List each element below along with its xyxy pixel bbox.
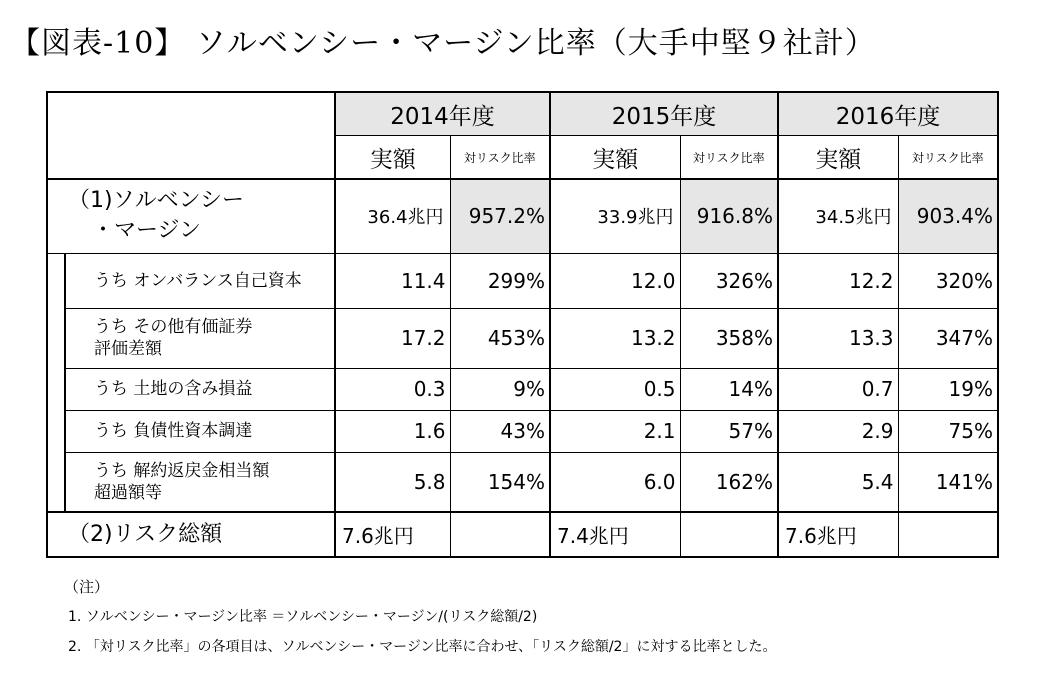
row-label-line1: うち オンバランス自己資本 <box>94 270 302 291</box>
solvency-ratio-2016: 903.4% <box>898 179 998 253</box>
row-label-line1: うち その他有価証券 <box>94 317 253 337</box>
risk-blank-2016 <box>898 512 998 557</box>
solvency-amount-2014: 36.4兆円 <box>335 179 450 253</box>
page-title: 【図表-10】 ソルベンシー・マージン比率（大手中堅９社計） <box>10 26 876 61</box>
row-ratio-2014: 9% <box>450 368 550 410</box>
row-label-solvency-line1: （1)ソルベンシー <box>68 188 245 214</box>
row-amount-2014: 17.2 <box>335 308 450 368</box>
risk-blank-2014 <box>450 512 550 557</box>
row-amount-2015: 2.1 <box>550 410 680 452</box>
row-amount-2016: 12.2 <box>778 253 898 308</box>
row-amount-2016: 5.4 <box>778 452 898 512</box>
row-ratio-2014: 453% <box>450 308 550 368</box>
table-row-risk <box>47 512 998 557</box>
row-ratio-2016: 19% <box>898 368 998 410</box>
row-ratio-2016: 347% <box>898 308 998 368</box>
table-row <box>47 410 998 452</box>
row-amount-2014: 5.8 <box>335 452 450 512</box>
header-amount-2016: 実額 <box>778 136 898 180</box>
header-ratio-2015: 対リスク比率 <box>680 136 778 180</box>
table-row <box>47 452 998 512</box>
row-ratio-2014: 43% <box>450 410 550 452</box>
header-year-2014: 2014年度 <box>335 92 550 136</box>
risk-blank-2015 <box>680 512 778 557</box>
note-item-1: 1. ソルベンシー・マージン比率 ＝ソルベンシー・マージン/(リスク総額/2) <box>68 609 538 625</box>
header-blank-cell <box>47 92 335 179</box>
row-label <box>65 308 335 368</box>
row-label-solvency-line2: ・マージン <box>92 218 202 244</box>
row-amount-2014: 11.4 <box>335 253 450 308</box>
row-label-line1: うち 解約返戻金相当額 <box>94 460 270 481</box>
indent-gap <box>47 253 65 512</box>
solvency-ratio-2014: 957.2% <box>450 179 550 253</box>
header-year-2015: 2015年度 <box>550 92 778 136</box>
row-ratio-2015: 358% <box>680 308 778 368</box>
row-label-line2: 超過額等 <box>94 482 162 503</box>
row-label-solvency <box>47 179 335 253</box>
solvency-amount-2015: 33.9兆円 <box>550 179 680 253</box>
table-row <box>47 368 998 410</box>
table-row-solvency <box>47 179 998 253</box>
row-amount-2015: 0.5 <box>550 368 680 410</box>
notes <box>64 572 777 662</box>
row-ratio-2014: 154% <box>450 452 550 512</box>
header-year-2016: 2016年度 <box>778 92 998 136</box>
header-ratio-2014: 対リスク比率 <box>450 136 550 180</box>
row-ratio-2016: 141% <box>898 452 998 512</box>
row-ratio-2015: 326% <box>680 253 778 308</box>
solvency-amount-2016: 34.5兆円 <box>778 179 898 253</box>
note-item-2: 2. 「対リスク比率」の各項目は、ソルベンシー・マージン比率に合わせ、「リスク総額/2」に対する比率とした。 <box>68 639 777 655</box>
row-ratio-2016: 320% <box>898 253 998 308</box>
row-label <box>65 253 335 308</box>
row-label-line1: うち 負債性資本調達 <box>94 421 253 441</box>
row-label <box>65 368 335 410</box>
row-ratio-2014: 299% <box>450 253 550 308</box>
row-amount-2015: 13.2 <box>550 308 680 368</box>
notes-heading: （注） <box>64 578 110 596</box>
risk-amount-2014: 7.6兆円 <box>335 512 450 557</box>
header-ratio-2016: 対リスク比率 <box>898 136 998 180</box>
table-row <box>47 253 998 308</box>
row-amount-2014: 1.6 <box>335 410 450 452</box>
risk-amount-2015: 7.4兆円 <box>550 512 680 557</box>
header-amount-2015: 実額 <box>550 136 680 180</box>
header-amount-2014: 実額 <box>335 136 450 180</box>
risk-amount-2016: 7.6兆円 <box>778 512 898 557</box>
solvency-margin-table <box>46 91 999 558</box>
row-amount-2014: 0.3 <box>335 368 450 410</box>
row-ratio-2015: 57% <box>680 410 778 452</box>
row-label <box>65 410 335 452</box>
row-amount-2015: 6.0 <box>550 452 680 512</box>
row-label-line1: うち 土地の含み損益 <box>94 379 253 399</box>
row-amount-2015: 12.0 <box>550 253 680 308</box>
row-ratio-2016: 75% <box>898 410 998 452</box>
row-amount-2016: 13.3 <box>778 308 898 368</box>
table-row <box>47 308 998 368</box>
row-amount-2016: 2.9 <box>778 410 898 452</box>
row-label-line2: 評価差額 <box>94 339 162 359</box>
row-label <box>65 452 335 512</box>
solvency-ratio-2015: 916.8% <box>680 179 778 253</box>
row-amount-2016: 0.7 <box>778 368 898 410</box>
row-ratio-2015: 162% <box>680 452 778 512</box>
row-label-risk: （2)リスク総額 <box>47 512 335 557</box>
row-ratio-2015: 14% <box>680 368 778 410</box>
